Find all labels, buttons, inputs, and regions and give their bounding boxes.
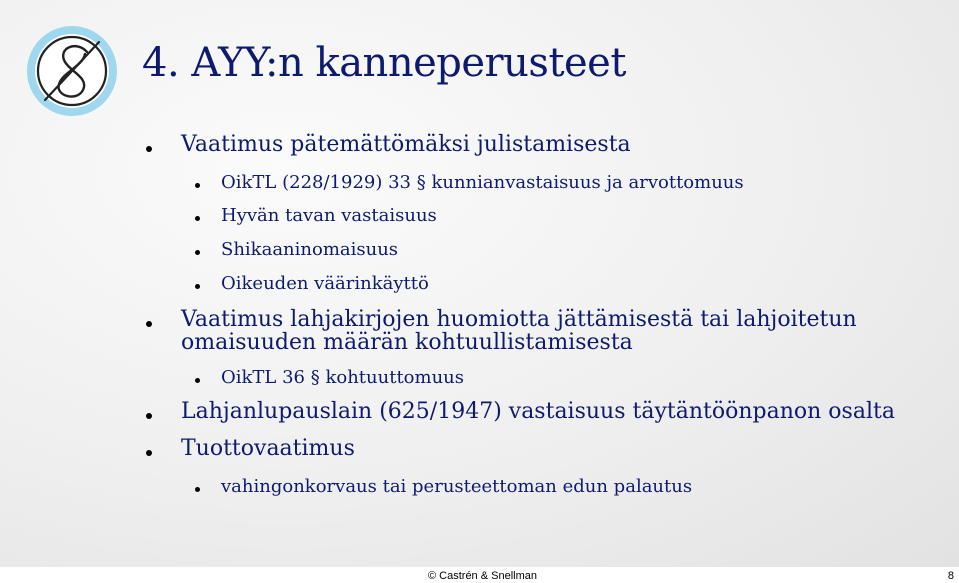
list-item: Oikeuden väärinkäyttö xyxy=(221,273,429,294)
list-item: Hyvän tavan vastaisuus xyxy=(221,205,437,226)
list-item: OikTL 36 § kohtuuttomuus xyxy=(221,367,464,388)
copyright-text: © Castrén & Snellman xyxy=(428,570,537,582)
footer xyxy=(0,567,959,583)
bullet-marker xyxy=(146,146,152,152)
slide-title: 4. AYY:n kanneperusteet xyxy=(142,40,626,86)
list-item: Tuottovaatimus xyxy=(181,436,355,461)
bullet-marker xyxy=(195,378,200,383)
bullet-marker xyxy=(146,413,152,419)
bullet-marker xyxy=(195,183,200,188)
list-item: Vaatimus lahjakirjojen huomiotta jättämisestä tai lahjoitetun xyxy=(181,307,857,332)
list-item-continuation: omaisuuden määrän kohtuullistamisesta xyxy=(181,330,633,355)
list-item: Shikaaninomaisuus xyxy=(221,239,399,260)
list-item: Lahjanlupauslain (625/1947) vastaisuus täytäntöönpanon osalta xyxy=(181,399,895,424)
bullet-marker xyxy=(195,216,200,221)
bullet-marker xyxy=(146,450,152,456)
list-item: OikTL (228/1929) 33 § kunnianvastaisuus ja arvottomuus xyxy=(221,172,744,193)
bullet-marker xyxy=(195,250,200,255)
page-number: 8 xyxy=(947,570,954,582)
list-item: vahingonkorvaus tai perusteettoman edun palautus xyxy=(221,476,693,497)
list-item: Vaatimus pätemättömäksi julistamisesta xyxy=(181,132,631,157)
bullet-marker xyxy=(195,284,200,289)
bullet-marker xyxy=(146,321,152,327)
bullet-marker xyxy=(195,487,200,492)
castren-snellman-logo-icon xyxy=(27,26,117,116)
